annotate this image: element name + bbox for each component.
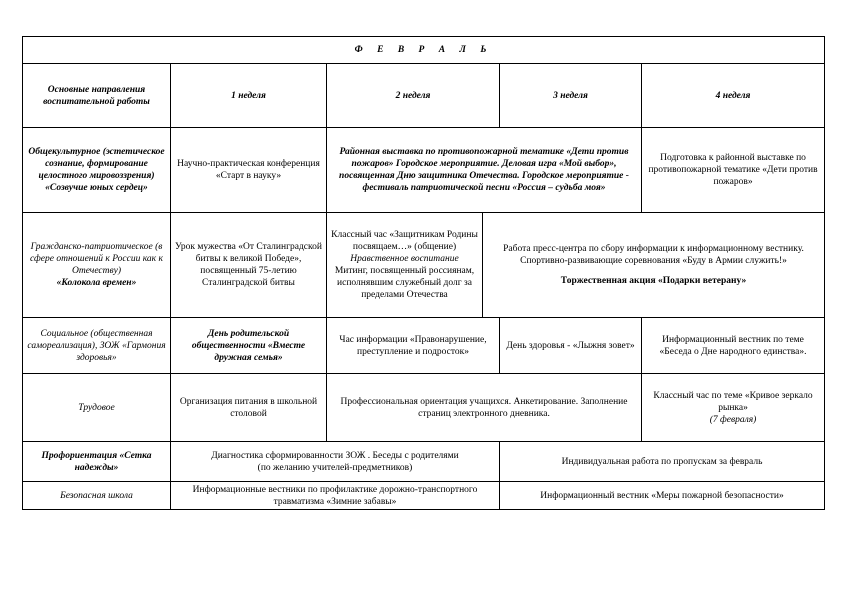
career-diagnostics-note: (по желанию учителей-предметников) <box>257 462 413 473</box>
culture-title: Общекультурное (эстетическое сознание, формирование целостного мировоззрения) <box>28 147 165 181</box>
row-safety <box>23 482 825 510</box>
week-2-header: 2 неделя <box>327 64 500 128</box>
civic-title-cell <box>23 213 171 318</box>
civic-class-hour: Классный час «Защитникам Родины посвящаем…» (общение) <box>331 230 478 252</box>
labor-week-4-date: (7 февраля) <box>709 414 757 425</box>
social-title: Социальное (общественная самореализация), ЗОЖ «Гармония здоровья» <box>23 318 171 374</box>
directions-header: Основные направления воспитательной работы <box>23 64 171 128</box>
social-week-3: День здоровья - «Лыжня зовет» <box>500 318 642 374</box>
civic-subtitle: «Колокола времен» <box>56 278 137 288</box>
culture-week-1: Научно-практическая конференция «Старт в науку» <box>171 128 327 213</box>
row-civic <box>23 213 825 318</box>
month-title: Ф Е В Р А Л Ь <box>23 37 825 64</box>
civic-moral-heading: Нравственное воспитание <box>350 254 459 264</box>
civic-week-3-4 <box>483 213 825 318</box>
social-week-4: Информационный вестник по теме «Беседа о Дне народного единства». <box>642 318 825 374</box>
labor-week-4: Классный час по теме «Кривое зеркало рынка» <box>653 390 813 413</box>
safety-title: Безопасная школа <box>23 482 171 510</box>
civic-week-2 <box>327 213 483 318</box>
civic-week-1: Урок мужества «От Сталинградской битвы к великой Победе», посвященный 75-летию Сталинградской битвы <box>171 213 327 318</box>
social-week-1: День родительской общественности «Вместе дружная семья» <box>171 318 327 374</box>
february-plan-table <box>22 36 825 510</box>
career-title: Профориентация «Сетка надежды» <box>23 442 171 482</box>
civic-press-center: Работа пресс-центра по сбору информации к информационному вестнику. Спортивно-развивающие соревнования «Буду в Армии служить!» <box>503 244 804 266</box>
row-career <box>23 442 825 482</box>
labor-week-1: Организация питания в школьной столовой <box>171 374 327 442</box>
row-labor <box>23 374 825 442</box>
month-row <box>23 37 825 64</box>
row-culture <box>23 128 825 213</box>
civic-veteran-action: Торжественная акция «Подарки ветерану» <box>560 276 747 286</box>
safety-week-3-4: Информационный вестник «Меры пожарной безопасности» <box>500 482 825 510</box>
week-4-header: 4 неделя <box>642 64 825 128</box>
week-3-header: 3 неделя <box>500 64 642 128</box>
labor-week-2-3: Профессиональная ориентация учащихся. Анкетирование. Заполнение страниц электронного дневника. <box>327 374 642 442</box>
safety-week-1-2: Информационные вестники по профилактике дорожно-транспортного травматизма «Зимние забавы» <box>171 482 500 510</box>
career-week-1-2 <box>171 442 500 482</box>
labor-week-4-cell <box>642 374 825 442</box>
social-week-2: Час информации «Правонарушение, преступление и подросток» <box>327 318 500 374</box>
culture-week-4: Подготовка к районной выставке по противопожарной тематике «Дети против пожаров» <box>642 128 825 213</box>
civic-title: Гражданско-патриотическое (в сфере отношений к России как к Отечеству) <box>30 242 163 276</box>
career-diagnostics: Диагностика сформированности ЗОЖ . Беседы с родителями <box>211 450 459 461</box>
header-row <box>23 64 825 128</box>
row-social <box>23 318 825 374</box>
week-1-header: 1 неделя <box>171 64 327 128</box>
civic-meeting: Митинг, посвященный россиянам, исполнявшим служебный долг за пределами Отечества <box>334 266 475 300</box>
culture-title-cell <box>23 128 171 213</box>
labor-title: Трудовое <box>23 374 171 442</box>
culture-week-2-3: Районная выставка по противопожарной тематике «Дети против пожаров» Городское мероприятие. Деловая игра «Мой выбор», посвященная Дню защитника Отечества. Городское мероприятие - фестиваль патриотической песни «Россия – судьба моя» <box>327 128 642 213</box>
career-week-3-4: Индивидуальная работа по пропускам за февраль <box>500 442 825 482</box>
culture-subtitle: «Созвучие юных сердец» <box>45 183 148 193</box>
